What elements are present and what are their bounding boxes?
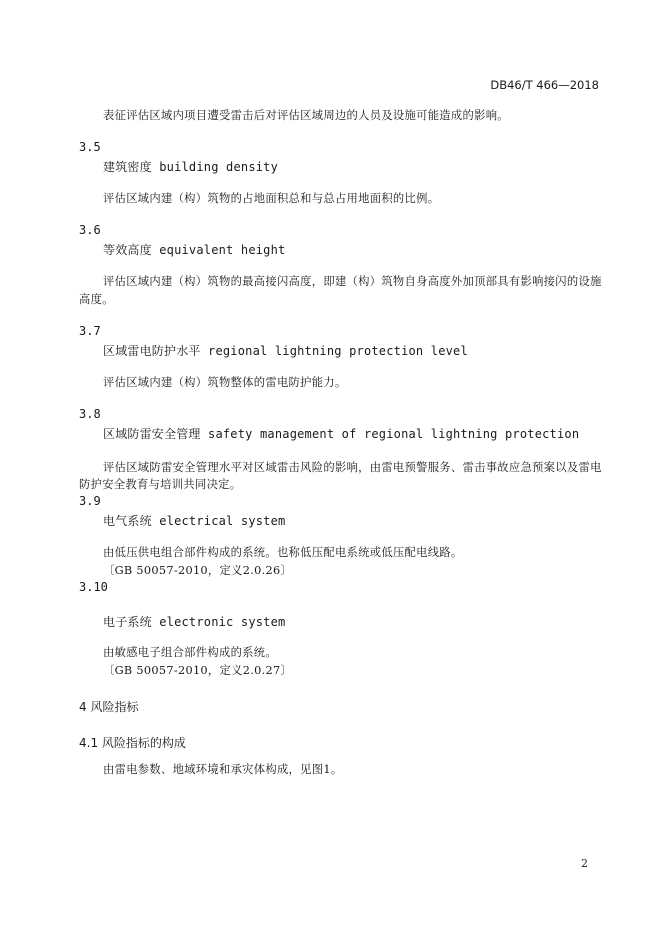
clause-number-3-9: 3.9 — [79, 494, 101, 508]
page-number: 2 — [581, 857, 588, 870]
definition-3-10: 由敏感电子组合部件构成的系统。 — [103, 646, 277, 659]
intro-paragraph: 表征评估区域内项目遭受雷击后对评估区域周边的人员及设施可能造成的影响。 — [103, 109, 509, 122]
source-3-10: 〔GB 50057-2010，定义2.0.27〕 — [103, 664, 293, 677]
definition-3-6-line2: 高度。 — [79, 293, 114, 306]
clause-number-3-8: 3.8 — [79, 407, 101, 421]
source-3-9: 〔GB 50057-2010，定义2.0.26〕 — [103, 564, 293, 577]
definition-3-9: 由低压供电组合部件构成的系统。也称低压配电系统或低压配电线路。 — [103, 546, 463, 559]
term-3-7: 区域雷电防护水平 regional lightning protection level — [103, 344, 468, 358]
clause-number-3-10: 3.10 — [79, 580, 108, 594]
definition-3-7: 评估区域内建（构）筑物整体的雷电防护能力。 — [103, 376, 347, 389]
term-3-8: 区域防雷安全管理 safety management of regional lightning protection — [103, 427, 580, 441]
document-id-header: DB46/T 466—2018 — [490, 78, 599, 92]
section-4-1-text: 由雷电参数、地域环境和承灾体构成，见图1。 — [103, 763, 343, 776]
section-4-1-heading: 4.1 风险指标的构成 — [79, 736, 186, 750]
section-4-heading: 4 风险指标 — [79, 700, 139, 714]
clause-number-3-6: 3.6 — [79, 223, 101, 237]
definition-3-6-line1: 评估区域内建（构）筑物的最高接闪高度，即建（构）筑物自身高度外加顶部具有影响接闪的设施 — [103, 275, 602, 288]
term-3-9: 电气系统 electrical system — [103, 514, 286, 528]
definition-3-8-line2: 防护安全教育与培训共同决定。 — [79, 478, 242, 491]
term-3-6: 等效高度 equivalent height — [103, 243, 286, 257]
clause-number-3-7: 3.7 — [79, 324, 101, 338]
term-3-5: 建筑密度 building density — [103, 160, 279, 174]
clause-number-3-5: 3.5 — [79, 140, 101, 154]
definition-3-5: 评估区域内建（构）筑物的占地面积总和与总占用地面积的比例。 — [103, 192, 440, 205]
term-3-10: 电子系统 electronic system — [103, 615, 286, 629]
definition-3-8-line1: 评估区域防雷安全管理水平对区域雷击风险的影响，由雷电预警服务、雷击事故应急预案以及雷电 — [103, 461, 602, 474]
